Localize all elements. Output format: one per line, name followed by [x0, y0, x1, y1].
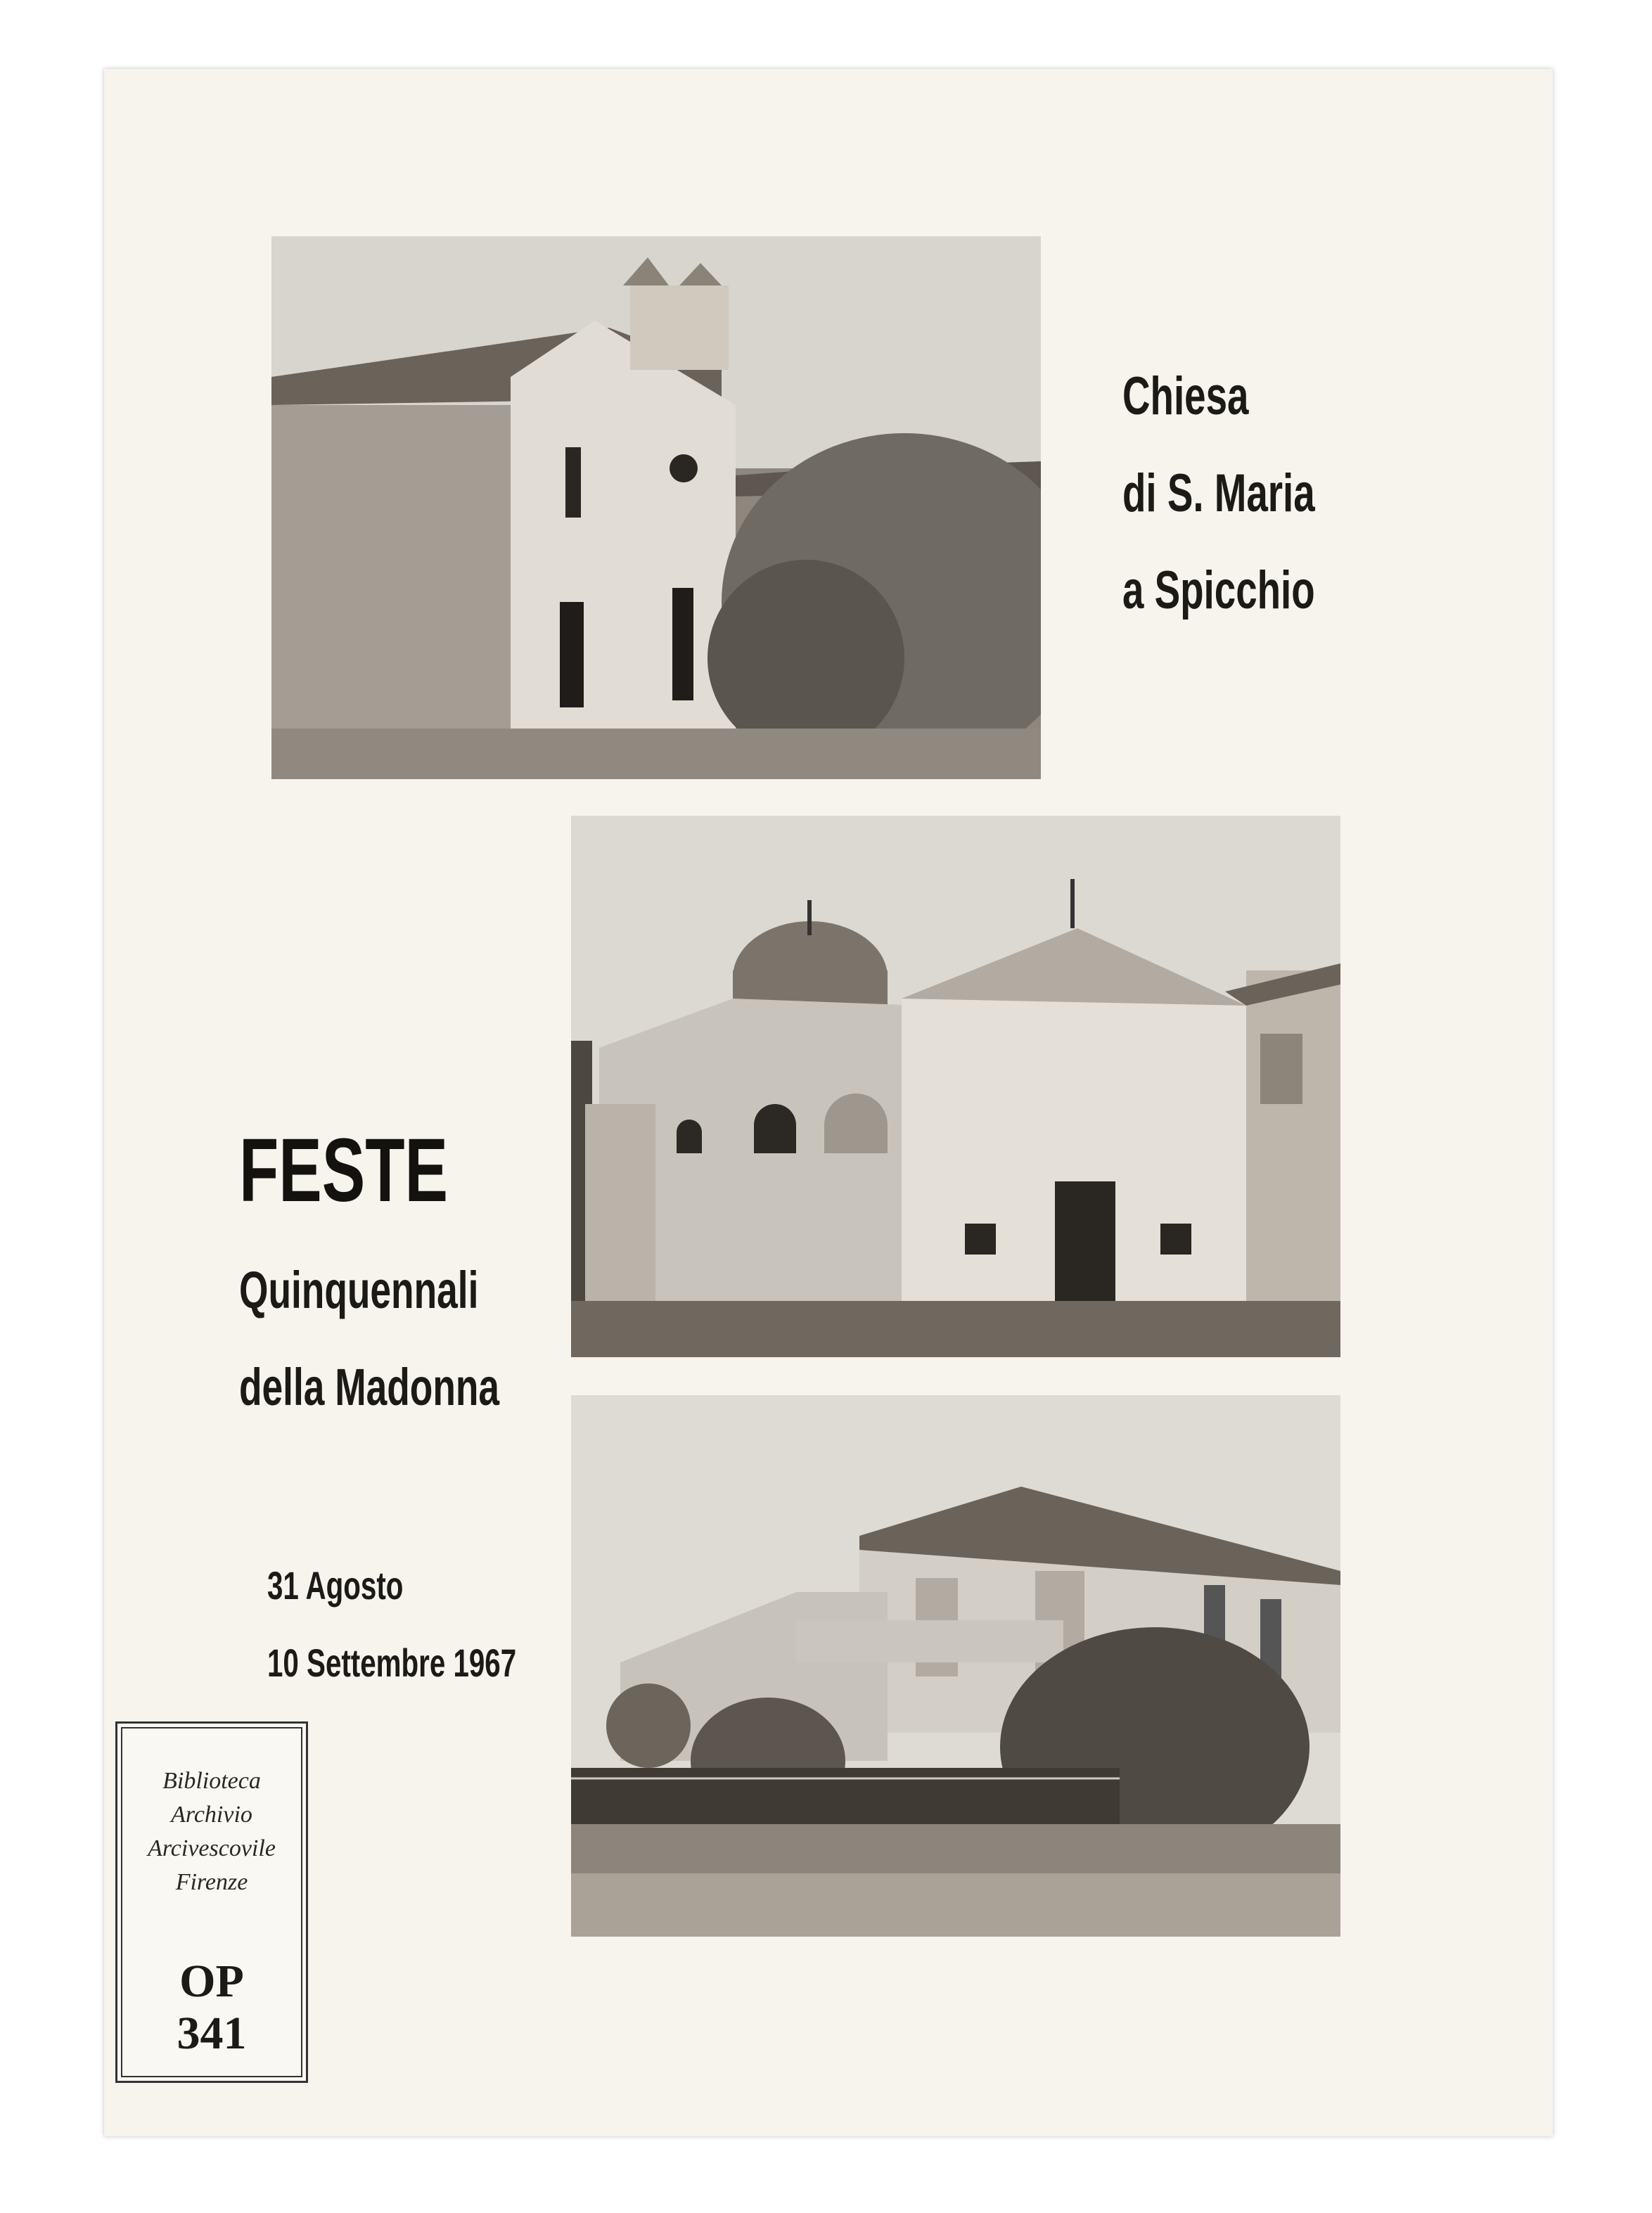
- stamp-line-2: Archivio: [171, 1802, 252, 1828]
- stamp-line-1: Biblioteca: [162, 1768, 261, 1794]
- title-line-2: di S. Maria: [1122, 463, 1315, 523]
- stamp-code-2: 341: [177, 2008, 247, 2059]
- chapel-dome-image: [571, 816, 1340, 1357]
- subtitle-line-2: della Madonna: [239, 1358, 500, 1416]
- event-dates: [267, 1547, 516, 1702]
- modern-building-photo: [571, 1395, 1340, 1937]
- modern-building-image: [571, 1395, 1340, 1937]
- stamp-institution: [117, 1764, 306, 1899]
- title-line-1: Chiesa: [1122, 366, 1249, 426]
- chapel-dome-photo: [571, 816, 1340, 1357]
- church-title: [1122, 348, 1315, 639]
- date-line-1: 31 Agosto: [267, 1563, 404, 1608]
- date-line-2: 10 Settembre 1967: [267, 1641, 517, 1685]
- stamp-line-4: Firenze: [175, 1869, 248, 1895]
- stamp-shelf-code: [117, 1956, 306, 2060]
- event-subtitle: [239, 1242, 499, 1436]
- stamp-code-1: OP: [179, 1956, 244, 2007]
- title-line-3: a Spicchio: [1122, 560, 1315, 620]
- church-facade-image: [271, 236, 1041, 779]
- library-stamp: [115, 1721, 308, 2083]
- heading-feste: FESTE: [239, 1120, 448, 1221]
- stamp-line-3: Arcivescovile: [148, 1835, 276, 1861]
- church-facade-photo: [271, 236, 1041, 779]
- subtitle-line-1: Quinquennali: [239, 1261, 479, 1319]
